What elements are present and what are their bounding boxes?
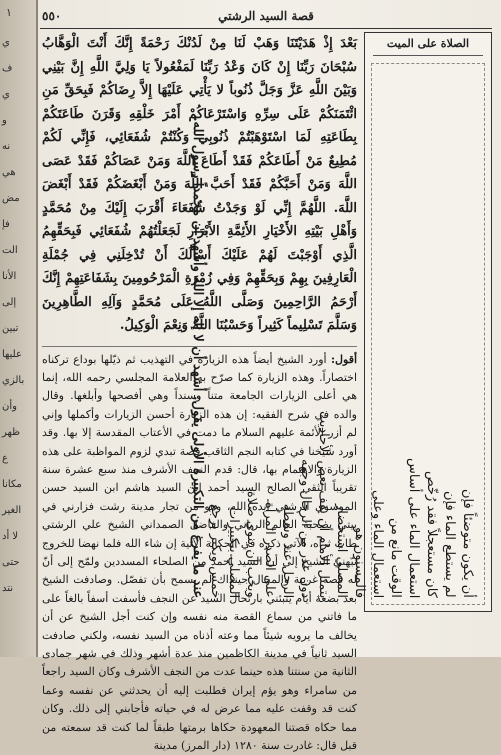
gutter-fragment: ظهر xyxy=(2,420,32,446)
gutter-fragment: إلى xyxy=(2,290,32,316)
gutter-fragment: حتى xyxy=(2,550,32,576)
supplication-text: بَعْدَ إِذْ هَدَيْتَنَا وَهَبْ لَنَا مِنْ لَدُنْكَ رَحْمَةً إِنَّكَ أَنْتَ الْوَهَّابُ سُبْحَانَ رَبِّنَا إِنْ كَانَ وَعْدُ رَبِّنَا لَمَفْعُولاً يَا وَلِيَّ اللَّهِ إِنَّ بَيْنِي وَبَيْنَ اللَّهِ عَزَّ وَجَلَّ ذُنُوباً لا يَأْتِي عَلَيْهَا إِلاَّ رِضَاكُمْ فَبِحَقِّ مَنِ ائْتَمَنَكُمْ عَلَى سِرِّهِ وَاسْتَرْعَاكُمْ أَمْرَ خَلْقِهِ وَقَرَنَ طَاعَتَكُمْ بِطَاعَتِهِ لَمَا اسْتَوْهَبْتُمْ ذُنُوبِي وَكُنْتُمْ شُفَعَائِي، فَإِنِّي لَكُمْ مُطِيعٌ مَنْ أَطَاعَكُمْ فَقَدْ أَطَاعَ اللَّهَ وَمَنْ عَصَاكُمْ فَقَدْ عَصَى اللَّهَ وَمَنْ أَحَبَّكُمْ فَقَدْ أَحَبَّ اللَّهَ وَمَنْ أَبْغَضَكُمْ فَقَدْ أَبْغَضَ اللَّهَ. اللَّهُمَّ إِنِّي لَوْ وَجَدْتُ شُفَعَاءَ أَقْرَبَ إِلَيْكَ مِنْ مُحَمَّدٍ وَأَهْلِ بَيْتِهِ الأَخْيَارِ الأَئِمَّةِ الأَبْرَارِ لَجَعَلْتُهُمْ شُفَعَائِي فَبِحَقِّهِمُ الَّذِي أَوْجَبْتَ لَهُمْ عَلَيْكَ أَسْأَلُكَ أَنْ تُدْخِلَنِي فِي جُمْلَةِ الْعَارِفِينَ بِهِمْ وَبِحَقِّهِمْ وَفِي زُمْرَةِ الْمَرْحُومِينَ بِشَفَاعَتِهِمْ إِنَّكَ أَرْحَمُ الرَّاحِمِينَ وَصَلَّى اللَّهُ عَلَى مُحَمَّدٍ وَآلِهِ الطَّاهِرِينَ وَسَلَّمَ تَسْلِيماً كَثِيراً وَحَسْبُنَا اللَّهُ وَنِعْمَ الْوَكِيلُ. xyxy=(42,32,357,338)
side-note-line: دون عذر من الرجال وجهه xyxy=(296,72,314,598)
side-note-line: ويجب أن ينوي صلاة xyxy=(242,72,260,598)
gutter-fragment: هي xyxy=(2,160,32,186)
gutter-fragment: ف xyxy=(2,56,32,82)
gutter-fragment: لا أد xyxy=(2,524,32,550)
side-note-line: استعمال الماء وعلى xyxy=(368,72,386,598)
gutter-fragment: الغير xyxy=(2,498,32,524)
gutter-fragment: الأنا xyxy=(2,264,32,290)
gutter-fragment: وأن xyxy=(2,394,32,420)
previous-page-edge xyxy=(0,0,38,657)
gutter-page-number: ١ xyxy=(6,6,12,19)
side-note-line: أن يكون متوضئاً فإن xyxy=(458,72,476,598)
gutter-fragment: بالزي xyxy=(2,368,32,394)
side-note-closing: عند ما يفرغ من التكبيرة الأولى يقول: أشهد أن لا إله إلا الله وأشهد أن محمداً رسول الله. xyxy=(188,72,206,598)
gutter-fragment: ي xyxy=(2,82,32,108)
side-note-line: خمس ويكبر يرجع xyxy=(206,72,224,598)
side-note-line: يتمثل الأمام أن يقف بعض الأحاديث xyxy=(314,72,332,598)
side-note-box xyxy=(364,32,492,612)
side-note-line: المصلي بتكبيرات xyxy=(224,72,242,598)
side-note-line: الوقت مانع من xyxy=(386,72,404,598)
side-note-line: استعمال الماء على أساس xyxy=(404,72,422,598)
page-header xyxy=(40,6,492,29)
gutter-fragment: مض xyxy=(2,186,32,212)
gutter-fragment: نتد xyxy=(2,576,32,602)
gutter-fragment: نه xyxy=(2,134,32,160)
side-note-title: الصلاة على الميت xyxy=(373,37,483,56)
side-note-line: على الصدر المرأة xyxy=(260,72,278,598)
gutter-fragment: و xyxy=(2,108,32,134)
running-title: قصة السيد الرشتي xyxy=(40,9,492,23)
side-note-line: كان مستعجلاً فقد رُخّص xyxy=(422,72,440,598)
side-note-line: الرجل عند وسطه xyxy=(278,72,296,598)
gutter-fragment: مكانا xyxy=(2,472,32,498)
commentary-lead: أقول: xyxy=(331,353,357,366)
gutter-text-fragments xyxy=(2,30,32,602)
page-number: ٥٥٠ xyxy=(42,9,61,23)
gutter-fragment: ي xyxy=(2,30,32,56)
gutter-fragment: فإ xyxy=(2,212,32,238)
side-note-line: فالمسنون هو xyxy=(350,72,368,598)
side-note-line: لم يستطع الماء فإن xyxy=(440,72,458,598)
side-note-frame xyxy=(371,63,485,605)
gutter-fragment: عليها xyxy=(2,342,32,368)
side-note-line: المصلي استحضار xyxy=(332,72,350,598)
gutter-fragment: ع xyxy=(2,446,32,472)
gutter-fragment: الت xyxy=(2,238,32,264)
side-note-text xyxy=(380,72,476,598)
commentary-body: أورد الشيخ أيضاً هذه الزيارة في التهذيب ثم ذيّلها بوداع تركناه اختصاراً. وهذه الزيارة كما صرّح به العلامة المجلسي رحمه الله، إنما هي أعلى الزيارات الجامعة متناً وسنداً وهي أفصحها وأبلغها. وقال والده في شرح الفقيه: إن هذه الزيارة أحسن الزيارات وأكملها وإني لم أزر الأئمة عليهم السلام ما دمت في الأعتاب المقدسة إلا بها. وقد أورد شيخنا في كتابه النجم الثاقب قصة تبدي لزوم المواظبة على هذه الزيارة والاهتمام بها، قال: قدم النجف الأشرف منذ سبع عشرة سنة تقريباً التقي الصالح السيد أحمد ابن السيد هاشم ابن السيد حسن الموسوي الرشتي أيده الله، وهو من تجار مدينة رشت فزارني في بيتي بصحبة العالم الرباني والفاضل الصمداني الشيخ علي الرشتي طاب ثراه، الآتي ذكره في الحكاية الآتية إن شاء الله فلما نهضا للخروج نبّهني الشيخ إلى أن السيد أحمد من الصلحاء المسددين ولمّح إلى أنّ له قصة غريبة والمجال حينذاك لم يسمح بأن تفصّل. وصادفت الشيخ بعد بضعة أيام ينبئني بارتحال السيد عن النجف فأسفت أسفاً بالغاً على ما فاتني من سماع القصة منه نفسه وإن كنت أجل الشيخ عن أن يخالف ما يرويه شيئاً مما وعته أذناه من السيد نفسه، ولكني صادفت السيد ثانياً في مدينة الكاظمين منذ عدة أشهر وذلك في شهر جمادى الثانية من سنتنا هذه حينما عدت من النجف الأشرف وكان السيد راجعاً من سامراء وهو يؤم إيران فطلبت إليه أن يحدثني عن نفسه وعما كنت قد وقفت عليه مما عرض له في حياته فأجابني إلى ذلك. وكان مما حكاه قصتنا المعهودة حكاها برمتها طبقاً لما كنت قد سمعته من قبل قال: غادرت سنة ١٢٨٠ (دار المرز) مدينة xyxy=(42,353,357,753)
gutter-fragment: تبين xyxy=(2,316,32,342)
